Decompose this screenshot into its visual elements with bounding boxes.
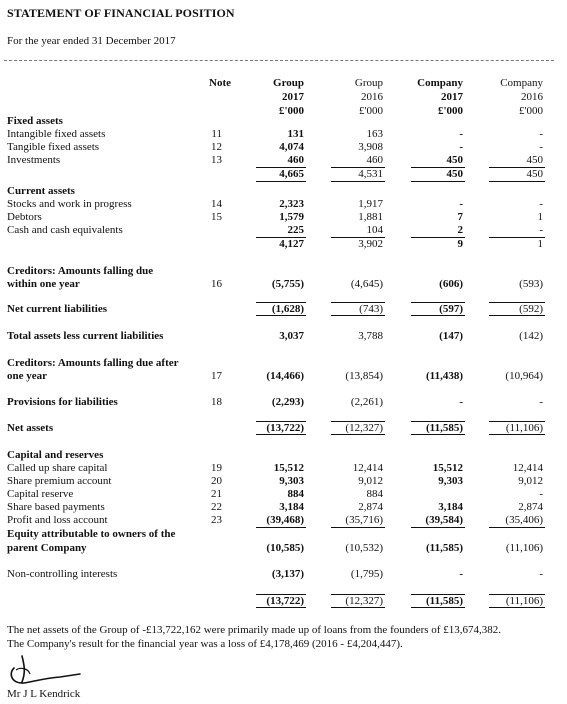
company-2016-header: Company 2016 £'000 (500, 77, 543, 117)
table-row: Creditors: Amounts falling due after (7, 357, 179, 369)
table-row: Creditors: Amounts falling due (7, 265, 154, 277)
table-row: Total assets less current liabilities 3,037 3,788 (147) (142) (7, 330, 543, 342)
signature-image (2, 650, 102, 690)
section-current-assets: Current assets (7, 185, 75, 197)
note-header: Note (209, 77, 231, 89)
header-rule (4, 60, 554, 61)
subtotal-row: 4,665 4,531 450 450 (279, 168, 543, 180)
table-row: Share based payments 22 3,184 2,874 3,184 2,874 (7, 501, 543, 513)
table-row: Share premium account 20 9,303 9,012 9,303 9,012 (7, 475, 543, 487)
table-row: Stocks and work in progress 14 2,323 1,917 - - (7, 198, 543, 210)
footnote-company-result: The Company's result for the financial year was a loss of £4,178,469 (2016 - £4,204,447). (7, 638, 403, 650)
table-row: Capital reserve 21 884 884 - (7, 488, 543, 500)
table-row: Called up share capital 19 15,512 12,414 15,512 12,414 (7, 462, 543, 474)
subtotal-row: 4,127 3,902 9 1 (279, 238, 543, 250)
table-row: Profit and loss account 23 (39,468) (35,716) (39,584) (35,406) (7, 514, 543, 526)
total-row: (13,722) (12,327) (11,585) (11,106) (266, 595, 543, 607)
table-row: Debtors 15 1,579 1,881 7 1 (7, 211, 543, 223)
table-row: Equity attributable to owners of the (7, 528, 176, 540)
statement-subtitle: For the year ended 31 December 2017 (7, 35, 176, 47)
table-row: Investments 13 460 460 450 450 (7, 154, 543, 166)
section-capital-reserves: Capital and reserves (7, 449, 104, 461)
table-row: Net assets (13,722) (12,327) (11,585) (11,106) (7, 422, 543, 434)
table-row: Non-controlling interests (3,137) (1,795) - - (7, 568, 543, 580)
signatory-name: Mr J L Kendrick (7, 688, 81, 700)
table-row: one year 17 (14,466) (13,854) (11,438) (10,964) (7, 370, 543, 382)
section-fixed-assets: Fixed assets (7, 115, 63, 127)
statement-title: STATEMENT OF FINANCIAL POSITION (7, 6, 235, 20)
table-row: within one year 16 (5,755) (4,645) (606) (593) (7, 278, 543, 290)
table-row: Tangible fixed assets 12 4,074 3,908 - - (7, 141, 543, 153)
company-2017-header: Company 2017 £'000 (417, 77, 463, 117)
footnote-net-assets: The net assets of the Group of -£13,722,162 were primarily made up of loans from the founders of £13,674,382. (7, 624, 501, 636)
table-row: Cash and cash equivalents 225 104 2 - (7, 224, 543, 236)
table-row: parent Company (10,585) (10,532) (11,585) (11,106) (7, 542, 543, 554)
group-2017-header: Group 2017 £'000 (273, 77, 304, 117)
table-row: Intangible fixed assets 11 131 163 - - (7, 128, 543, 140)
table-row: Net current liabilities (1,628) (743) (597) (592) (7, 303, 543, 315)
group-2016-header: Group 2016 £'000 (354, 77, 383, 117)
table-row: Provisions for liabilities 18 (2,293) (2,261) - - (7, 396, 543, 408)
